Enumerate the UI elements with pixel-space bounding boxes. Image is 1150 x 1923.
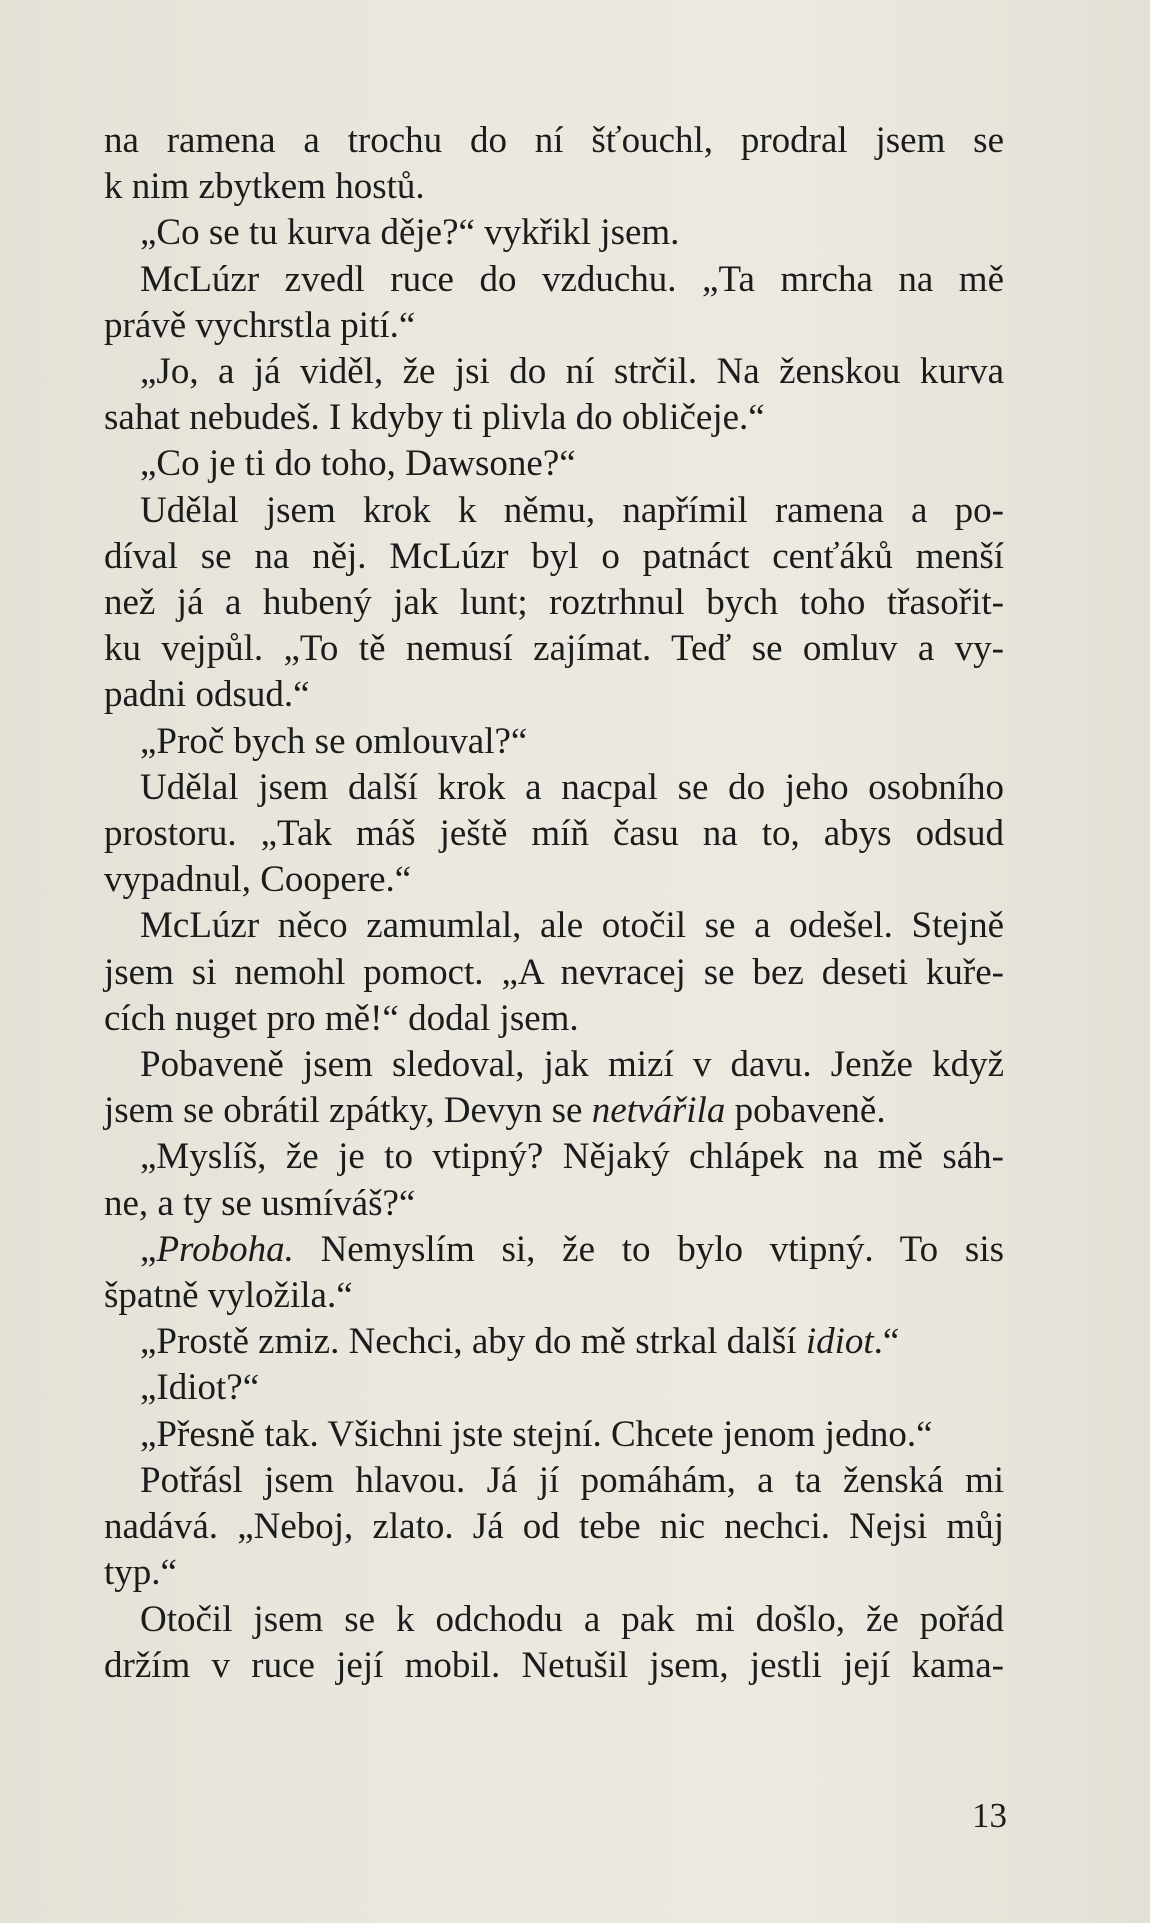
text-fragment: „Prostě zmiz. Nechci, aby do mě strkal další [140,1321,806,1363]
text-line: prostoru. „Tak máš ještě míň času na to, abys odsud [104,813,1004,855]
text-line: padni odsud.“ [104,674,310,716]
body-text [104,118,1004,1689]
text-line: nadává. „Neboj, zlato. Já od tebe nic nechci. Nejsi můj [104,1506,1004,1548]
page-number: 13 [972,1796,1007,1835]
text-line: držím v ruce její mobil. Netušil jsem, jestli její kama- [104,1644,1004,1686]
text-line: „Idiot?“ [140,1367,260,1409]
text-line: „Co je ti do toho, Dawsone?“ [140,443,576,485]
text-line: díval se na něj. McLúzr byl o patnáct cenťáků menší [104,535,1004,577]
text-line: cích nuget pro mě!“ dodal jsem. [104,997,579,1039]
text-line: McLúzr zvedl ruce do vzduchu. „Ta mrcha na mě [140,258,1004,300]
text-line: „Proč bych se omlouval?“ [140,720,528,762]
text-line: k nim zbytkem hostů. [104,166,425,208]
text-line: Pobaveně jsem sledoval, jak mizí v davu. Jenže když [140,1044,1004,1086]
text-line: „Jo, a já viděl, že jsi do ní strčil. Na ženskou kurva [140,351,1004,393]
text-line [104,1227,1004,1273]
text-fragment: pobaveně. [725,1090,886,1132]
emphasis-text: netvářila [591,1090,726,1132]
text-line: vypadnul, Coopere.“ [104,859,412,901]
text-line: Otočil jsem se k odchodu a pak mi došlo, že pořád [140,1598,1004,1640]
text-fragment: .“ [873,1321,900,1363]
text-line: Udělal jsem krok k němu, napřímil ramena a po- [140,489,1004,531]
text-line: „Přesně tak. Všichni jste stejní. Chcete jenom jedno.“ [140,1413,933,1455]
emphasis-text: idiot [805,1321,874,1363]
text-line: sahat nebudeš. I kdyby ti plivla do obličeje.“ [104,397,765,439]
text-line: ne, a ty se usmíváš?“ [104,1182,416,1224]
text-fragment: „ [140,1228,157,1270]
text-line: špatně vyložila.“ [104,1275,353,1317]
text-line: „Myslíš, že je to vtipný? Nějaký chlápek na mě sáh- [140,1136,1004,1178]
text-fragment: jsem se obrátil zpátky, Devyn se [104,1090,592,1132]
text-line: Udělal jsem další krok a nacpal se do jeho osobního [140,766,1004,808]
text-line: „Co se tu kurva děje?“ vykřikl jsem. [140,212,680,254]
text-line [104,1319,1004,1365]
text-line: McLúzr něco zamumlal, ale otočil se a odešel. Stejně [140,905,1004,947]
text-line: Potřásl jsem hlavou. Já jí pomáhám, a ta ženská mi [140,1459,1004,1501]
text-line [104,1088,1004,1134]
emphasis-text: Proboha. [156,1228,294,1270]
text-line: na ramena a trochu do ní šťouchl, prodral jsem se [104,120,1004,161]
text-line: typ.“ [104,1552,177,1594]
text-line: ku vejpůl. „To tě nemusí zajímat. Teď se omluv a vy- [104,628,1004,670]
text-line: právě vychrstla pití.“ [104,304,416,346]
text-fragment: Nemyslím si, že to bylo vtipný. To sis [293,1228,1004,1270]
text-line: jsem si nemohl pomoct. „A nevracej se bez deseti kuře- [104,951,1004,993]
text-line: než já a hubený jak lunt; roztrhnul bych toho třasořit- [104,582,1004,624]
